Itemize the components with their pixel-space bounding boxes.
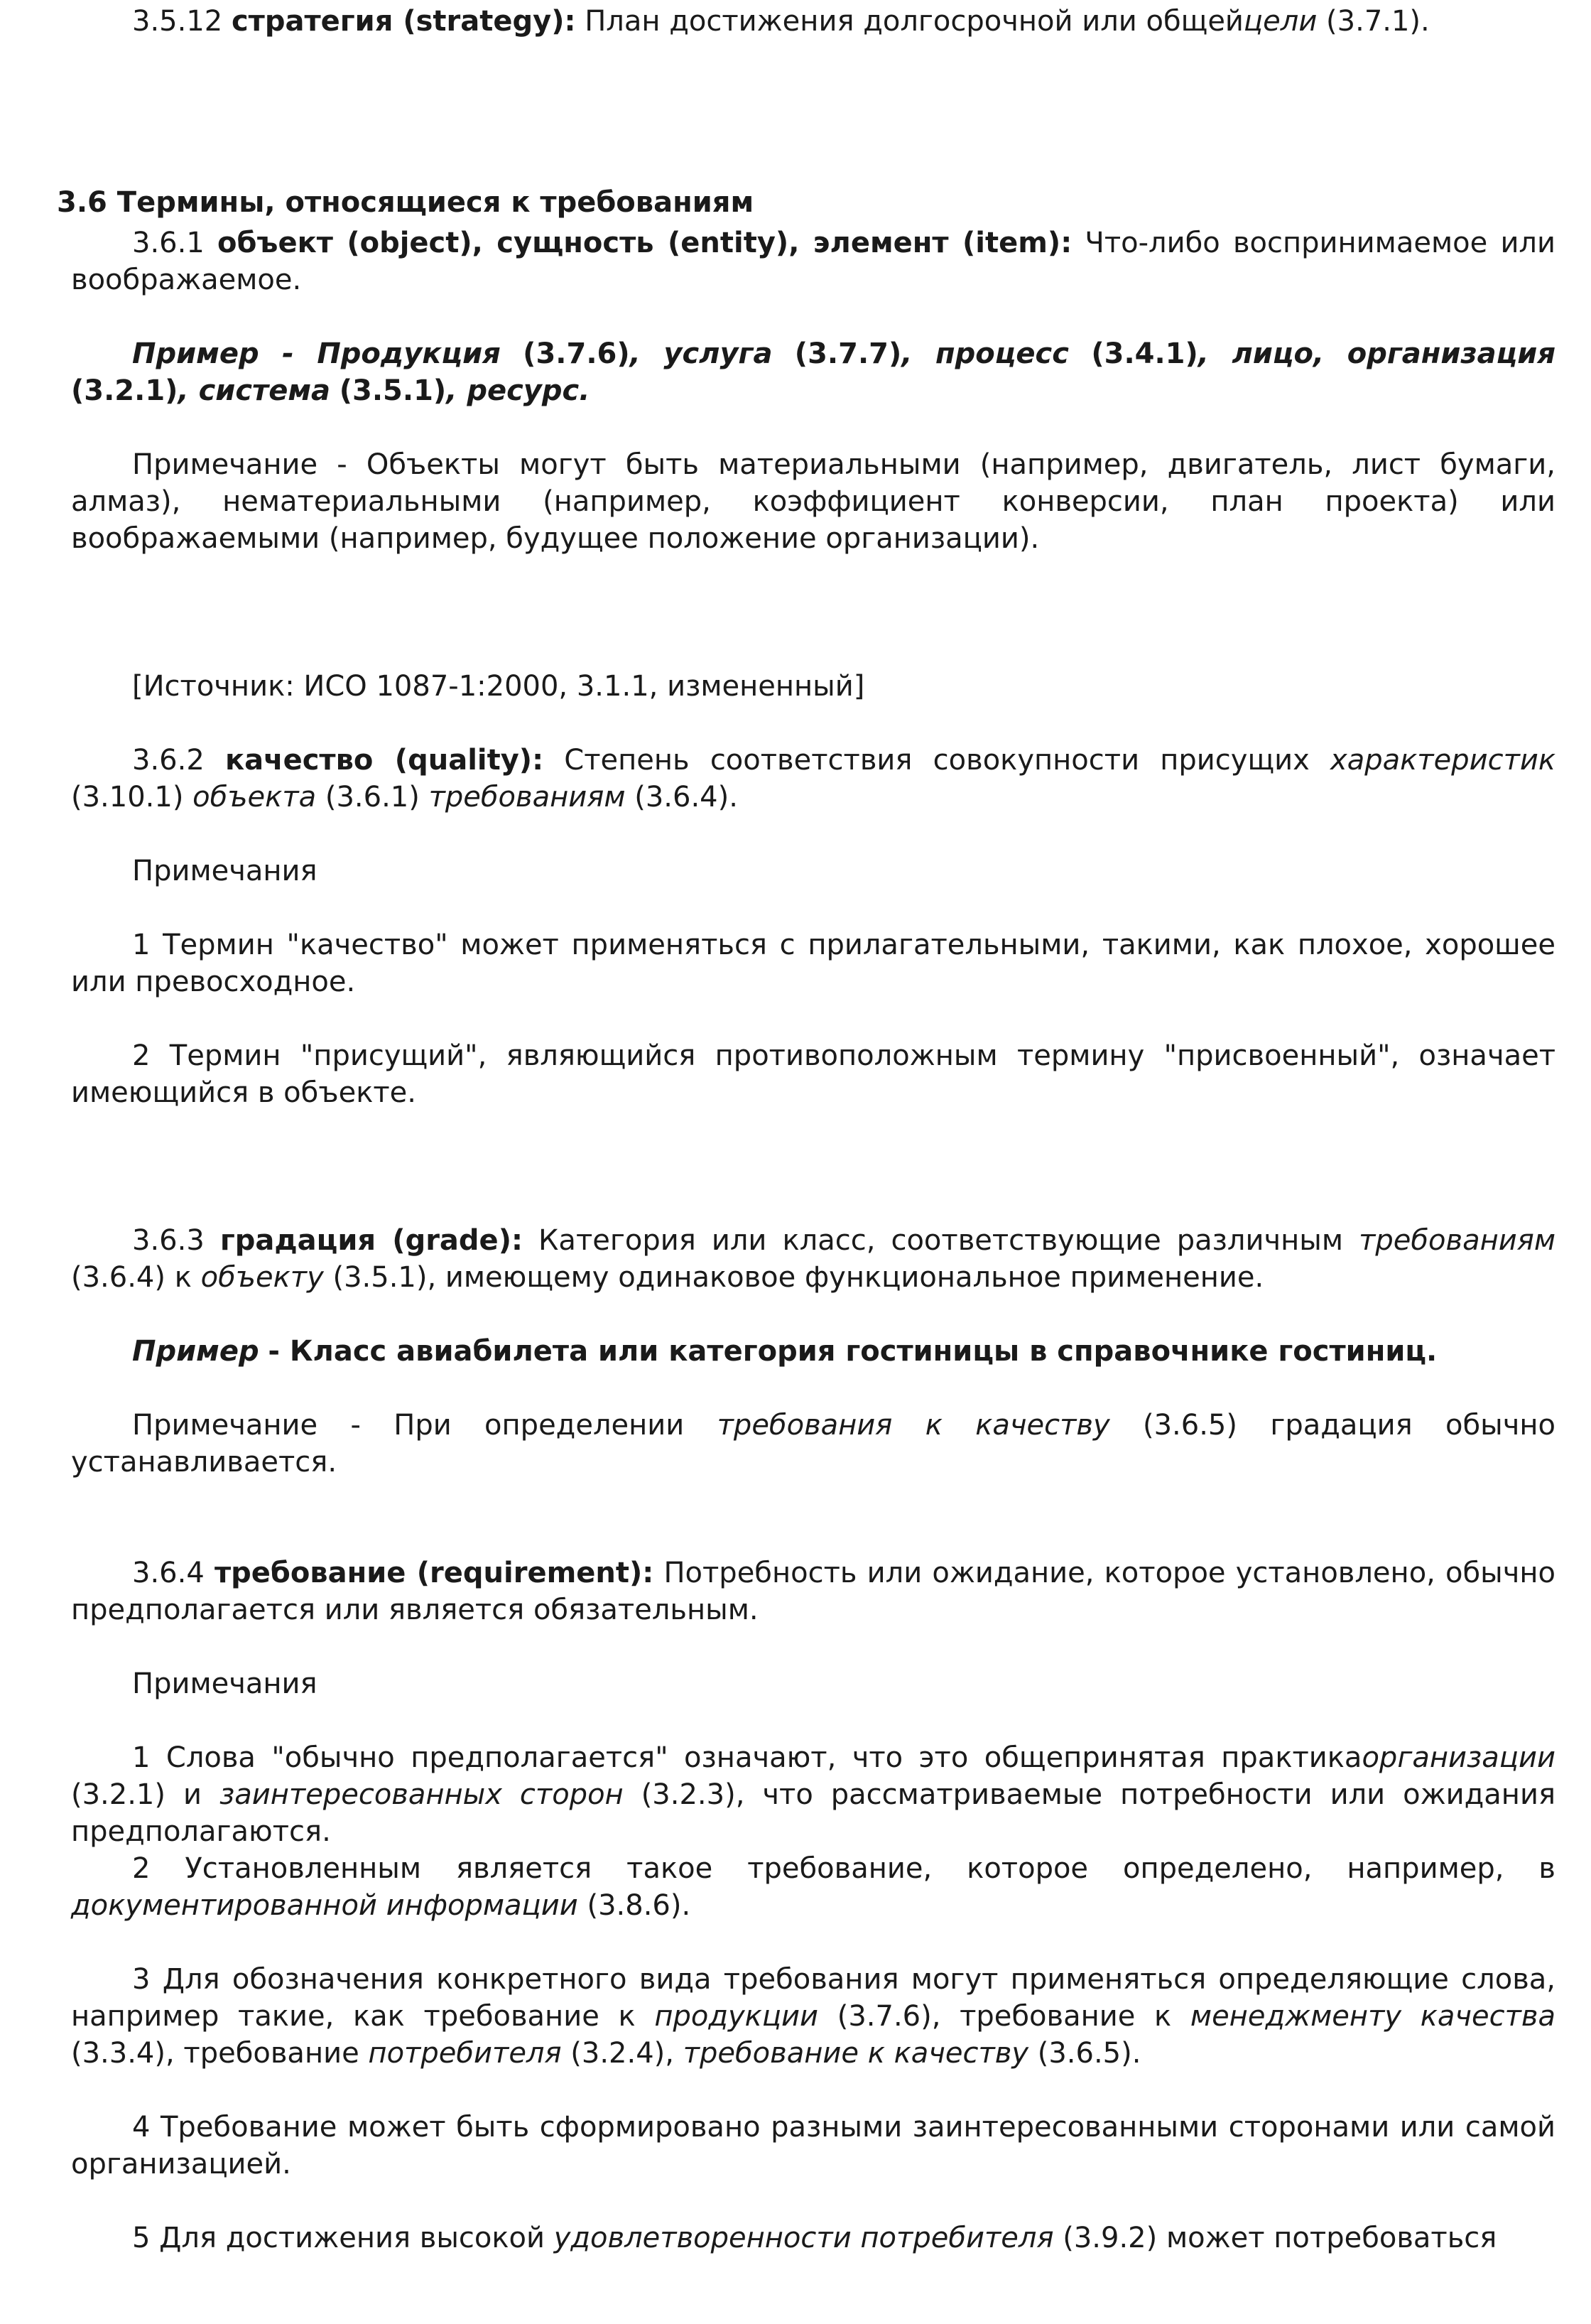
example-object [71, 335, 1555, 409]
definition-text: Категория или класс, соответствующие различным [538, 1224, 1344, 1257]
notes-label-quality: Примечания [132, 855, 317, 887]
note-text: (3.3.4), требование [71, 2037, 359, 2070]
term-number: 3.6.1 [132, 227, 205, 259]
example-ref: (3.4.1) [1091, 337, 1198, 370]
term-title: градация (grade): [219, 1224, 523, 1257]
term-number: 3.5.12 [132, 5, 223, 38]
term-number: 3.6.3 [132, 1224, 205, 1257]
notes-label-requirement: Примечания [132, 1668, 317, 1700]
term-reference: объекту [200, 1261, 324, 1294]
term-reference: менеджменту качества [1190, 2000, 1556, 2033]
example-text: , система [178, 374, 331, 407]
note-quality-1: 1 Термин "качество" может применяться с прилагательными, такими, как плохое, хорошее или превосходное. [71, 929, 1555, 998]
example-text: , процесс [901, 337, 1069, 370]
example-grade [71, 1333, 1555, 1370]
term-number: 3.6.4 [132, 1557, 205, 1589]
definition-text: Степень соответствия совокупности присущих [564, 744, 1310, 777]
term-title: требование (requirement): [214, 1557, 654, 1589]
example-text: Пример [132, 1335, 259, 1368]
term-reference: требованиям [428, 781, 626, 814]
definition-text: (3.5.1), имеющему одинаковое функциональное применение. [332, 1261, 1264, 1294]
term-reference: цели [1243, 5, 1318, 38]
term-title: стратегия (strategy): [231, 5, 576, 38]
note-text: 2 Установленным является такое требование, которое определено, например, в [132, 1852, 1555, 1885]
source-object: [Источник: ИСО 1087-1:2000, 3.1.1, измененный] [132, 670, 865, 703]
definition-text: (3.6.1) [325, 781, 420, 814]
term-title: объект (object), сущность (entity), элемент (item): [217, 227, 1073, 259]
term-reference: заинтересованных сторон [219, 1778, 624, 1811]
example-text: , услуга [629, 337, 773, 370]
note-quality-2: 2 Термин "присущий", являющийся противоположным термину "присвоенный", означает имеющийся в объекте. [71, 1039, 1555, 1109]
note-text: 1 Слова "обычно предполагается" означают, что это общепринятая практика [132, 1741, 1362, 1774]
note-requirement-5 [71, 2220, 1555, 2257]
term-strategy [71, 3, 1555, 40]
term-reference: продукции [654, 2000, 819, 2033]
definition-text: (3.7.1). [1326, 5, 1430, 38]
note-text: (3.6.5). [1037, 2037, 1141, 2070]
note-requirement-4: 4 Требование может быть сформировано разными заинтересованными сторонами или самой организацией. [71, 2111, 1555, 2180]
note-requirement-2 [71, 1850, 1555, 1924]
term-reference: требования к качеству [717, 1409, 1110, 1442]
term-reference: удовлетворенности потребителя [553, 2222, 1054, 2254]
term-quality [71, 742, 1555, 816]
definition-text: План достижения долгосрочной или общей [585, 5, 1244, 38]
note-text: (3.2.1) и [71, 1778, 202, 1811]
definition-text: (3.6.4) к [71, 1261, 192, 1294]
example-ref: (3.2.1) [71, 374, 178, 407]
note-text: (3.6.5) градация обычно устанавливается. [71, 1409, 1556, 1479]
example-text: , организация [1313, 337, 1556, 370]
term-number: 3.6.2 [132, 744, 205, 777]
term-requirement [71, 1555, 1555, 1628]
example-text: Пример - Продукция [132, 337, 501, 370]
note-text: 3 Для обозначения конкретного вида требования могут применяться определяющие слова, например такие, как требование к [71, 1963, 1555, 2033]
term-reference: организации [1362, 1741, 1555, 1774]
note-text: (3.9.2) может потребоваться [1063, 2222, 1497, 2254]
note-requirement-3 [71, 1961, 1555, 2072]
document-page [57, 0, 1556, 2324]
example-ref: (3.7.7) [794, 337, 902, 370]
term-title: качество (quality): [224, 744, 544, 777]
term-reference: характеристик [1330, 744, 1556, 777]
term-reference: требованиям [1359, 1224, 1555, 1257]
term-grade [71, 1222, 1555, 1296]
definition-text: Потребность или ожидание, которое установлено, обычно предполагается или является обязательным. [71, 1557, 1556, 1626]
term-object [71, 225, 1555, 298]
note-text: 5 Для достижения высокой [132, 2222, 545, 2254]
term-reference: объекта [192, 781, 317, 814]
note-object: Примечание - Объекты могут быть материальными (например, двигатель, лист бумаги, алмаз), нематериальными (например, коэффициент конверсии, план проекта) или воображаемыми (например, будущее положение организации). [71, 448, 1555, 555]
note-text: (3.7.6), требование к [837, 2000, 1172, 2033]
note-text: (3.2.4), [570, 2037, 674, 2070]
example-ref: (3.5.1) [339, 374, 447, 407]
note-text: (3.2.3), что рассматриваемые потребности или ожидания предполагаются. [71, 1778, 1556, 1848]
example-text: , ресурс. [446, 374, 590, 407]
note-text: Примечание - При определении [132, 1409, 685, 1442]
definition-text: Что-либо воспринимаемое или воображаемое. [71, 227, 1555, 296]
note-requirement-1 [71, 1739, 1555, 1850]
note-grade [71, 1407, 1555, 1481]
term-reference: требование к качеству [683, 2037, 1029, 2070]
section-heading: 3.6 Термины, относящиеся к требованиям [57, 186, 754, 219]
example-text: - Класс авиабилета или категория гостиницы в справочнике гостиниц. [268, 1335, 1438, 1368]
term-reference: потребителя [368, 2037, 562, 2070]
definition-text: (3.6.4). [634, 781, 738, 814]
example-ref: (3.7.6) [523, 337, 630, 370]
definition-text: (3.10.1) [71, 781, 184, 814]
example-text: , лицо [1198, 337, 1313, 370]
note-text: (3.8.6). [587, 1889, 691, 1922]
term-reference: документированной информации [71, 1889, 578, 1922]
